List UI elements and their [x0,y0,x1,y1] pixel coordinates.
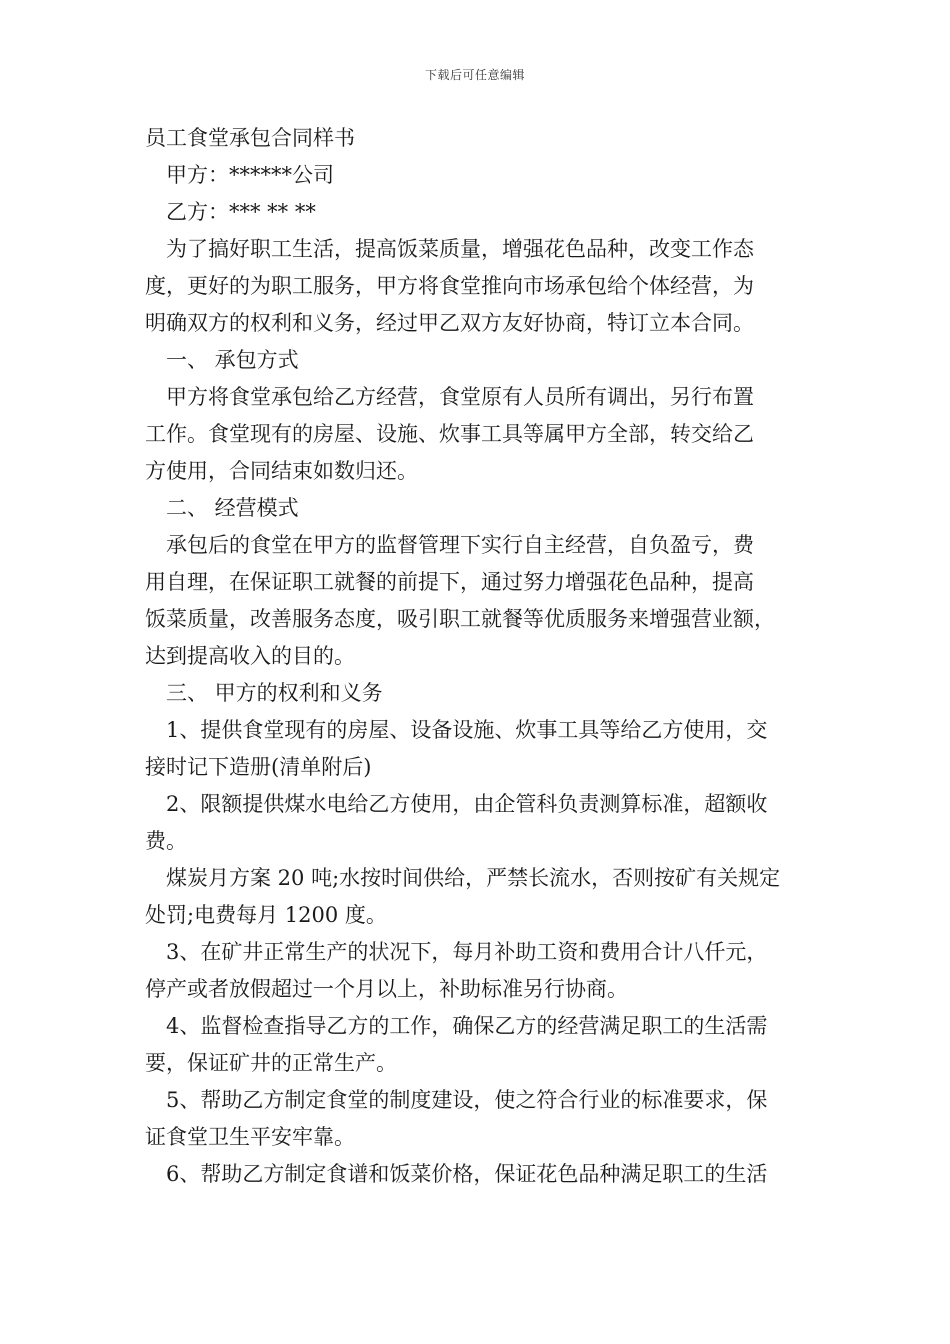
text-line: 方使用，合同结束如数归还。 [145,459,418,483]
text-line: 饭菜质量，改善服务态度，吸引职工就餐等优质服务来增强营业额， [145,607,775,631]
text-line: 三、 甲方的权利和义务 [166,681,383,705]
text-line: 停产或者放假超过一个月以上，补助标准另行协商。 [145,977,628,1001]
text-line: 煤炭月方案 20 吨;水按时间供给，严禁长流水，否则按矿有关规定 [166,866,781,890]
text-line: 工作。食堂现有的房屋、设施、炊事工具等属甲方全部，转交给乙 [145,422,754,446]
text-line: 承包后的食堂在甲方的监督管理下实行自主经营，自负盈亏，费 [166,533,754,557]
document-lines [145,157,825,1193]
text-line: 费。 [145,829,187,853]
text-line: 为了搞好职工生活，提高饭菜质量，增强花色品种，改变工作态 [166,237,754,261]
text-line: 度，更好的为职工服务，甲方将食堂推向市场承包给个体经营，为 [145,274,754,298]
text-line: 达到提高收入的目的。 [145,644,355,668]
text-line: 甲方将食堂承包给乙方经营，食堂原有人员所有调出，另行布置 [166,385,754,409]
text-line: 6、帮助乙方制定食谱和饭菜价格，保证花色品种满足职工的生活 [166,1162,768,1186]
text-line: 接时记下造册(清单附后) [145,755,372,779]
text-line: 5、帮助乙方制定食堂的制度建设，使之符合行业的标准要求，保 [166,1088,768,1112]
document-body [145,120,825,1193]
text-line: 用自理，在保证职工就餐的前提下，通过努力增强花色品种，提高 [145,570,754,594]
text-line: 明确双方的权利和义务，经过甲乙双方友好协商，特订立本合同。 [145,311,754,335]
text-line: 3、在矿井正常生产的状况下，每月补助工资和费用合计八仟元， [166,940,768,964]
text-line: 证食堂卫生平安牢靠。 [145,1125,355,1149]
text-line: 二、 经营模式 [166,496,299,520]
page-header-note: 下载后可任意编辑 [424,68,525,82]
text-line: 4、监督检查指导乙方的工作，确保乙方的经营满足职工的生活需 [166,1014,768,1038]
text-line: 要，保证矿井的正常生产。 [145,1051,397,1075]
text-line: 一、 承包方式 [166,348,299,372]
text-line: 甲方：******公司 [166,163,334,187]
text-line: 2、限额提供煤水电给乙方使用，由企管科负责测算标准，超额收 [166,792,768,816]
document-title: 员工食堂承包合同样书 [145,126,355,150]
text-line: 处罚;电费每月 1200 度。 [145,903,387,927]
text-line: 1、提供食堂现有的房屋、设备设施、炊事工具等给乙方使用，交 [166,718,768,742]
text-line: 乙方：*** ** ** [166,200,316,224]
